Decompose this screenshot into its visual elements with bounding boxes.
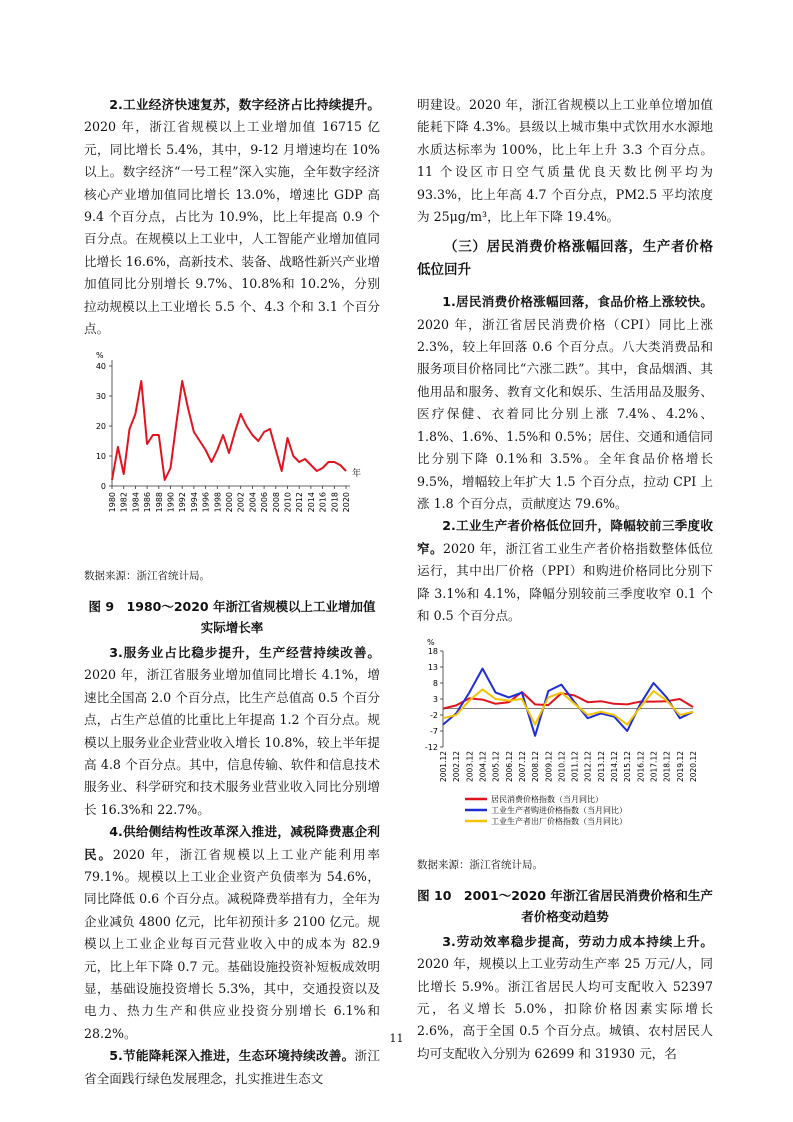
chart2-xtick-label: 2017.12 — [649, 751, 659, 783]
figure10-source: 数据来源：浙江省统计局。 — [417, 859, 543, 872]
chart1-ylabel: % — [96, 351, 104, 361]
chart1-xtick-label: 2002 — [236, 492, 246, 513]
chart1-xtick-label: 2006 — [260, 492, 270, 513]
page-number: 11 — [389, 1032, 404, 1045]
chart2-xtick-label: 2002.12 — [452, 751, 462, 783]
chart1-series-line — [112, 381, 346, 480]
chart2-ytick-label: 8 — [432, 679, 438, 689]
chart2-ylabel: % — [427, 638, 435, 648]
chart2-xtick-label: 2004.12 — [478, 751, 488, 783]
heading-cpi: 1.居民消费价格涨幅回落，食品价格上涨较快。 — [442, 294, 713, 310]
paragraph-energy-continued: 明建设。2020 年，浙江省规模以上工业单位增加值能耗下降 4.3%。县级以上城市集中式饮用水水源地水质达标率为 100%，比上年上升 3.3 个百分点。11 个设区市日空气质量优良天数比例平均为 93.3%，比上年高 4.7 个百分点，PM2.5 平均浓度为 25μg/m³，比上年下降 19.4%。 — [417, 97, 713, 225]
paragraph-supply-side: 4.供给侧结构性改革深入推进，减税降费惠企利民。2020 年，浙江省规模以上工业产能利用率 79.1%。规模以上工业企业资产负债率为 54.6%，同比降低 0.6 个百分点。减税降费举措有力，全年为企业减负 4800 亿元，比年初预计多 2100 亿元。规模以上工业企业每百元营业收入中的成本为 82.9 元，比上年下降 0.7 元。基础设施投资补短板成效明显，基础设施投资增长 5.3%，其中，交通投资以及电力、热力生产和供应业投资分别增长 6.1%和 28.2%。 — [84, 824, 380, 1041]
chart2-xtick-label: 2013.12 — [596, 751, 606, 783]
paragraph-ppi: 2.工业生产者价格低位回升，降幅较前三季度收窄。2020 年，浙江省工业生产者价格指数整体低位运行，其中出厂价格（PPI）和购进价格同比分别下降 3.1%和 4.1%，降幅分别较前三季度收窄 0.1 个和 0.5 个百分点。 — [417, 518, 713, 623]
chart1-ytick-label: 0 — [100, 482, 106, 492]
chart2-xtick-label: 2018.12 — [662, 751, 672, 783]
chart2-xtick-label: 2016.12 — [636, 751, 646, 783]
figure9-caption: 图 9 1980～2020 年浙江省规模以上工业增加值实际增长率 — [88, 598, 376, 635]
chart1-xtick-label: 2016 — [318, 492, 328, 513]
chart1-ytick-label: 20 — [95, 422, 106, 432]
chart1-xtick-label: 1986 — [143, 492, 153, 513]
chart2-ytick-label: -12 — [424, 743, 438, 753]
chart1-xtick-label: 1988 — [154, 492, 164, 513]
figure10-caption: 图 10 2001～2020 年浙江省居民消费价格和生产者价格变动趋势 — [417, 887, 713, 924]
chart2-xtick-label: 2007.12 — [517, 751, 527, 783]
chart2-xtick-label: 2003.12 — [465, 751, 475, 783]
heading-ppi: 2.工业生产者价格低位回升，降幅较前三季度收窄。 — [417, 518, 713, 556]
chart2-xtick-label: 2020.12 — [689, 751, 698, 783]
chart1-ytick-label: 10 — [95, 452, 106, 462]
paragraph-labor: 3.劳动效率稳步提高，劳动力成本持续上升。2020 年，规模以上工业劳动生产率 25 万元/人，同比增长 5.9%。浙江省居民人均可支配收入 52397 元，名义增长 5.0%，扣除价格因素实际增长 2.6%，高于全国 0.5 个百分点。城镇、农村居民人均可支配收入分别为 62699 和 31930 元，名 — [417, 933, 713, 1061]
chart2-xtick-label: 2010.12 — [557, 751, 567, 783]
chart2-ytick-label: 18 — [427, 647, 438, 657]
chart1-xtick-label: 1990 — [166, 492, 176, 513]
chart1-xtick-label: 1998 — [213, 492, 223, 513]
left-column — [84, 94, 380, 1090]
heading-energy: 5.节能降耗深入推进，生态环境持续改善。 — [109, 1048, 355, 1064]
chart2-xtick-label: 2015.12 — [623, 751, 633, 783]
heading-industry: 2.工业经济快速复苏，数字经济占比持续提升。 — [109, 97, 380, 112]
figure10-chart — [417, 635, 713, 850]
chart1-xlabel: 年 — [352, 469, 362, 480]
chart2-ytick-label: -2 — [430, 711, 438, 721]
chart1-xtick-label: 2004 — [248, 492, 258, 513]
chart2-xtick-label: 2011.12 — [570, 751, 580, 783]
figure9-chart — [84, 346, 380, 561]
chart1-xtick-label: 2010 — [283, 492, 293, 513]
chart2-legend-label: 居民消费价格指数（当月同比） — [491, 795, 603, 805]
right-column — [417, 94, 713, 1065]
chart2-xtick-label: 2014.12 — [610, 751, 620, 783]
chart1-xtick-label: 2014 — [306, 492, 316, 513]
paragraph-cpi: 1.居民消费价格涨幅回落，食品价格上涨较快。2020 年，浙江省居民消费价格（CPI）同比上涨 2.3%，较上年回落 0.6 个百分点。八大类消费品和服务项目价格同比“六涨二跌”。其中，食品烟酒、其他用品和服务、教育文化和娱乐、生活用品及服务、医疗保健、衣着同比分别上涨 7.4%、4.2%、1.8%、1.6%、1.5%和 0.5%；居住、交通和通信同比分别下降 0.1%和 3.5%。全年食品价格增长 9.5%，增幅较上年扩大 1.5 个百分点，拉动 CPI 上涨 1.8 个百分点，贡献度达 79.6%。 — [417, 294, 713, 511]
figure9-source: 数据来源：浙江省统计局。 — [84, 570, 210, 583]
chart2-xtick-label: 2006.12 — [504, 751, 514, 783]
chart1-xtick-label: 1996 — [201, 492, 211, 513]
heading-labor: 3.劳动效率稳步提高，劳动力成本持续上升。 — [442, 933, 713, 949]
chart1-xtick-label: 2008 — [271, 492, 281, 513]
chart1-xtick-label: 1994 — [189, 492, 199, 513]
chart1-ytick-label: 40 — [95, 362, 106, 372]
chart2-legend-label: 工业生产者购进价格指数（当月同比） — [491, 806, 627, 816]
chart1-xtick-label: 1980 — [108, 492, 117, 513]
chart1-xtick-label: 2000 — [225, 492, 234, 513]
chart1-xtick-label: 1992 — [178, 492, 188, 513]
chart2-xtick-label: 2001.12 — [439, 751, 448, 783]
chart2-legend-label: 工业生产者出厂价格指数（当月同比） — [491, 817, 627, 827]
heading-services: 3.服务业占比稳步提升，生产经营持续改善。 — [109, 644, 380, 660]
chart2-xtick-label: 2012.12 — [583, 751, 593, 783]
chart1-xtick-label: 2020 — [342, 492, 351, 513]
paragraph-services: 3.服务业占比稳步提升，生产经营持续改善。2020 年，浙江省服务业增加值同比增长 4.1%，增速比全国高 2.0 个百分点，比生产总值高 0.5 个百分点，占生产总值的比重比上年提高 1.2 个百分点。规模以上服务业企业营业收入增长 10.8%，较上半年提高 4.8 个百分点。其中，信息传输、软件和信息技术服务业、科学研究和技术服务业营业收入同比分别增长 16.3%和 22.7%。 — [84, 644, 380, 817]
chart1-ytick-label: 30 — [95, 392, 106, 402]
heading-supply-side: 4.供给侧结构性改革深入推进，减税降费惠企利民。 — [84, 824, 380, 862]
chart1-xtick-label: 2012 — [295, 492, 305, 513]
chart2-ytick-label: 13 — [427, 663, 438, 673]
section-heading-prices: （三）居民消费价格涨幅回落，生产者价格低位回升 — [417, 239, 713, 278]
paragraph-energy: 5.节能降耗深入推进，生态环境持续改善。浙江省全面践行绿色发展理念，扎实推进生态文 — [84, 1048, 380, 1086]
chart1-xtick-label: 2018 — [330, 492, 340, 513]
chart2-ytick-label: 3 — [432, 695, 438, 705]
chart2-xtick-label: 2019.12 — [675, 751, 685, 783]
chart1-xtick-label: 1982 — [119, 492, 129, 513]
chart2-xtick-label: 2009.12 — [544, 751, 554, 783]
paragraph-industry: 2.工业经济快速复苏，数字经济占比持续提升。2020 年，浙江省规模以上工业增加值 16715 亿元，同比增长 5.4%，其中，9-12 月增速均在 10%以上。数字经济“一号工程”深入实施，全年数字经济核心产业增加值同比增长 13.0%，增速比 GDP 高 9.4 个百分点，占比为 10.9%，比上年提高 0.9 个百分点。在规模以上工业中，人工智能产业增加值同比增长 16.6%，高新技术、装备、战略性新兴产业增加值同比分别增长 9.7%、10.8%和 10.2%，分别拉动规模以上工业增长 5.5 个、4.3 个和 3.1 个百分点。 — [84, 97, 380, 337]
chart2-xtick-label: 2005.12 — [491, 751, 501, 783]
chart2-ytick-label: -7 — [430, 727, 438, 737]
chart2-xtick-label: 2008.12 — [531, 751, 541, 783]
chart1-xtick-label: 1984 — [131, 492, 141, 513]
